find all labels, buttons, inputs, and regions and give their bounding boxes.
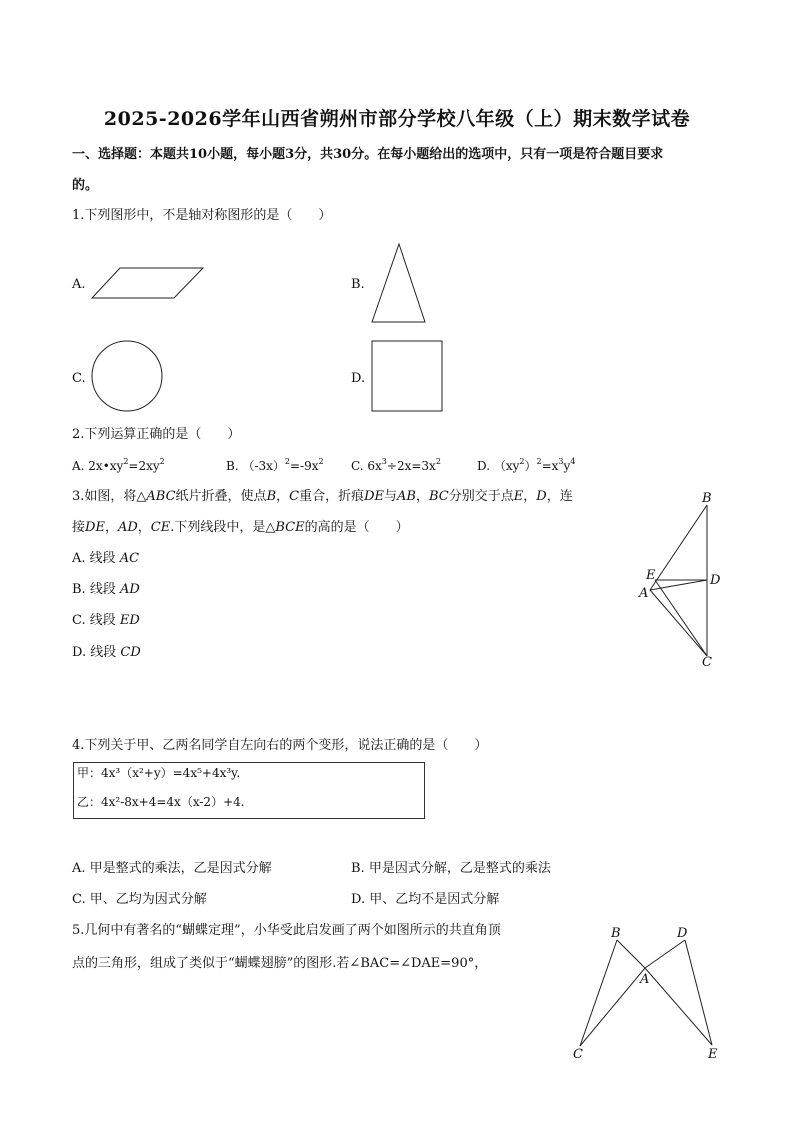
q4-option-a: A. 甲是整式的乘法，乙是因式分解	[72, 861, 272, 876]
q3-option-a: A. 线段 AC	[72, 551, 140, 566]
q1-option-d: D.	[351, 371, 366, 386]
section-heading: 一、选择题：本题共10小题，每小题3分，共30分。在每小题给出的选项中，只有一项是符合题目要求	[72, 147, 664, 162]
circle-icon	[92, 341, 162, 411]
q4-option-b: B. 甲是因式分解，乙是整式的乘法	[351, 861, 551, 876]
q3-figure	[620, 480, 770, 680]
q5-label-e: E	[708, 1047, 718, 1062]
q5-stem-line2: 点的三角形，组成了类似于“蝴蝶翅膀”的图形.若∠BAC=∠DAE=90°，	[72, 956, 488, 971]
q4-stem: 4.下列关于甲、乙两名同学自左向右的两个变形，说法正确的是（ ）	[72, 738, 488, 753]
q3-label-b: B	[702, 491, 712, 506]
q3-label-a: A	[639, 586, 649, 601]
q3-label-d: D	[710, 573, 721, 588]
q5-label-c: C	[573, 1047, 583, 1062]
q1-option-a: A.	[72, 277, 86, 292]
q3-option-d: D. 线段 CD	[72, 645, 141, 660]
q4-option-d: D. 甲、乙均不是因式分解	[351, 892, 500, 907]
q5-figure	[560, 915, 740, 1075]
q2-option-d: D. $(xy^2)^2=x^3y^4$	[477, 457, 576, 473]
q2-option-c: C. $6x^3\div 2x=3x^2$	[351, 457, 441, 473]
q2-option-a: A. $2x•xy^2=2xy^2$	[72, 457, 165, 473]
q4-jia: 甲：4x³（x²+y）=4x⁵+4x³y.	[77, 766, 241, 780]
q4-yi: 乙：4x²-8x+4=4x（x-2）+4.	[77, 795, 245, 809]
parallelogram-icon	[92, 268, 203, 298]
q5-label-a: A	[640, 972, 650, 987]
section-heading-cont: 的。	[72, 178, 99, 193]
triangle-icon	[372, 244, 425, 322]
q2-option-b: B. $(-3x)^2=-9x^2$	[226, 457, 324, 473]
q1-stem: 1.下列图形中，不是轴对称图形的是（ ）	[72, 208, 332, 223]
q2-stem: 2.下列运算正确的是（ ）	[72, 427, 241, 442]
q3-option-b: B. 线段 AD	[72, 582, 140, 597]
q3-stem-line2: 接DE，AD，CE.下列线段中，是△BCE的高的是（ ）	[72, 520, 409, 535]
q3-option-c: C. 线段 ED	[72, 613, 140, 628]
q5-label-b: B	[611, 926, 621, 941]
q1-option-c: C.	[72, 371, 86, 386]
q1-option-b: B.	[351, 277, 365, 292]
q5-label-d: D	[677, 926, 688, 941]
q3-label-e: E	[646, 568, 656, 583]
q4-option-c: C. 甲、乙均为因式分解	[72, 892, 207, 907]
q5-stem-line1: 5.几何中有著名的“蝴蝶定理”，小华受此启发画了两个如图所示的共直角顶	[72, 923, 501, 938]
square-icon	[372, 341, 442, 411]
page-title: 2025-2026学年山西省朔州市部分学校八年级（上）期末数学试卷	[103, 108, 691, 130]
q3-stem-line1: 3.如图，将△ABC纸片折叠，使点B，C重合，折痕DE与AB，BC分别交于点E，D，连	[72, 489, 573, 504]
q3-label-c: C	[702, 655, 712, 670]
q1-shapes	[0, 0, 794, 430]
